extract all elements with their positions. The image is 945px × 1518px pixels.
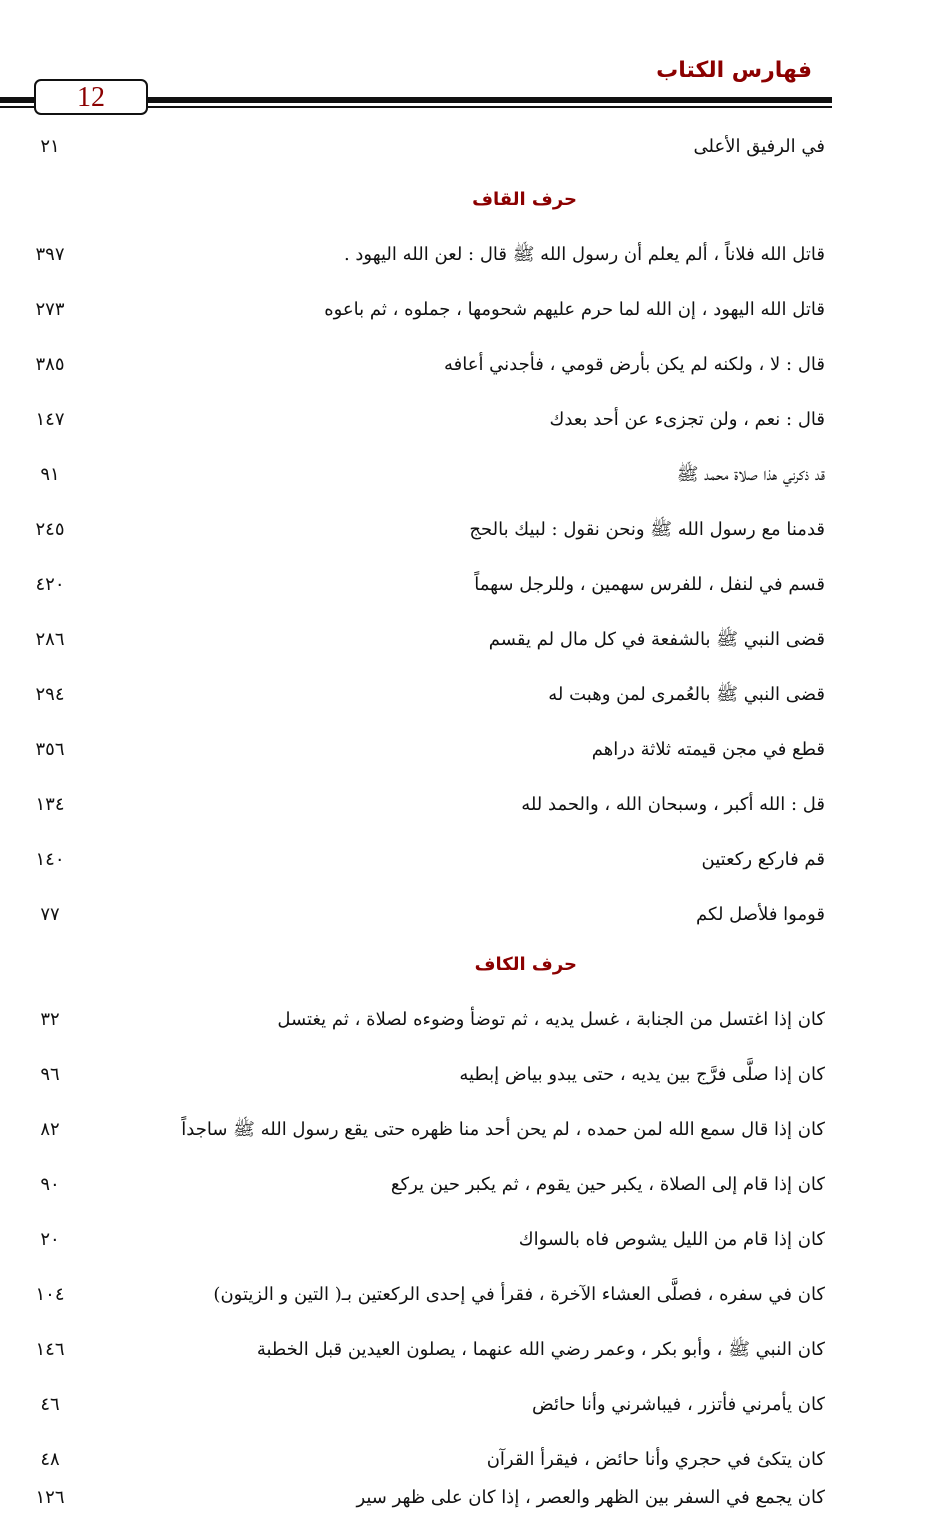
entry-page-number: ٩١	[40, 464, 60, 485]
index-entry	[0, 1055, 945, 1095]
entry-page-number: ١٤٦	[35, 1339, 65, 1360]
index-entry	[0, 1165, 945, 1205]
index-entry	[0, 400, 945, 440]
index-entry	[0, 1220, 945, 1260]
entry-text: كان يجمع في السفر بين الظهر والعصر ، إذا كان على ظهر سير	[356, 1487, 825, 1508]
index-entry	[0, 235, 945, 275]
section-heading-text: حرف الكاف	[474, 954, 577, 975]
page-number: 12	[34, 79, 148, 115]
index-entry	[0, 1478, 945, 1518]
entry-text: كان النبي ﷺ ، وأبو بكر ، وعمر رضي الله عنهما ، يصلون العيدين قبل الخطبة	[256, 1339, 825, 1360]
entry-text: كان إذا قام من الليل يشوص فاه بالسواك	[518, 1229, 825, 1250]
entry-text: قطع في مجن قيمته ثلاثة دراهم	[591, 739, 825, 760]
entry-text: كان في سفره ، فصلَّى العشاء الآخرة ، فقرأ في إحدى الركعتين بـ( التين و الزيتون)	[213, 1284, 825, 1305]
index-entry	[0, 127, 945, 167]
entry-page-number: ٨٢	[40, 1119, 60, 1140]
entry-page-number: ٤٦	[40, 1394, 60, 1415]
entry-page-number: ٣٥٦	[35, 739, 65, 760]
entry-page-number: ١٤٠	[35, 849, 65, 870]
index-entry	[0, 345, 945, 385]
entry-text: كان يأمرني فأتزر ، فيباشرني وأنا حائض	[531, 1394, 825, 1415]
entry-text: قوموا فلأصل لكم	[696, 904, 825, 925]
entry-page-number: ١٣٤	[35, 794, 65, 815]
entry-text: قال : نعم ، ولن تجزىء عن أحد بعدك	[549, 409, 825, 430]
entry-page-number: ٧٧	[40, 904, 60, 925]
index-entry	[0, 785, 945, 825]
entry-page-number: ٣٨٥	[35, 354, 65, 375]
page-header-title: فهارس الكتاب	[656, 58, 812, 83]
index-entry	[0, 1440, 945, 1480]
index-entry	[0, 620, 945, 660]
index-entry	[0, 675, 945, 715]
entry-page-number: ٩٦	[40, 1064, 60, 1085]
entry-page-number: ٢٠	[40, 1229, 60, 1250]
entry-text: قاتل الله فلاناً ، ألم يعلم أن رسول الله ﷺ قال : لعن الله اليهود .	[343, 244, 825, 265]
entry-text: كان إذا صلَّى فرَّج بين يديه ، حتى يبدو بياض إبطيه	[459, 1064, 825, 1085]
index-entry	[0, 1000, 945, 1040]
index-entry	[0, 455, 945, 495]
index-entry	[0, 290, 945, 330]
entry-page-number: ٢٧٣	[35, 299, 65, 320]
entry-text: قل : الله أكبر ، وسبحان الله ، والحمد لله	[521, 794, 825, 815]
entry-page-number: ١٤٧	[35, 409, 65, 430]
entry-text: قسم في لنفل ، للفرس سهمين ، وللرجل سهماً	[474, 574, 825, 595]
entry-page-number: ٢٩٤	[35, 684, 65, 705]
index-entry	[0, 1330, 945, 1370]
entry-text: قم فاركع ركعتين	[701, 849, 825, 870]
entry-page-number: ٣٩٧	[35, 244, 65, 265]
index-entry	[0, 895, 945, 935]
index-entry	[0, 1385, 945, 1425]
entry-text: قدمنا مع رسول الله ﷺ ونحن نقول : لبيك بالحج	[469, 519, 825, 540]
index-entry	[0, 510, 945, 550]
entry-text: قضى النبي ﷺ بالعُمرى لمن وهبت له	[548, 684, 825, 705]
entry-text: كان إذا قام إلى الصلاة ، يكبر حين يقوم ، ثم يكبر حين يركع	[390, 1174, 825, 1195]
entry-text: كان إذا اغتسل من الجنابة ، غسل يديه ، ثم توضأ وضوءه لصلاة ، ثم يغتسل	[277, 1009, 825, 1030]
entry-page-number: ٢١	[40, 136, 60, 157]
entry-page-number: ٣٢	[40, 1009, 60, 1030]
entry-page-number: ٩٠	[40, 1174, 60, 1195]
entry-page-number: ١٢٦	[35, 1487, 65, 1508]
entry-text: كان يتكئ في حجري وأنا حائض ، فيقرأ القرآن	[486, 1449, 825, 1470]
entry-text: قضى النبي ﷺ بالشفعة في كل مال لم يقسم	[488, 629, 825, 650]
entry-page-number: ٢٤٥	[35, 519, 65, 540]
entry-text: قال : لا ، ولكنه لم يكن بأرض قومي ، فأجدني أعافه	[443, 354, 825, 375]
entry-text: قد ذكرني هذا صلاة محمد ﷺ	[676, 464, 825, 485]
entry-text: في الرفيق الأعلى	[693, 136, 825, 157]
entry-page-number: ٤٨	[40, 1449, 60, 1470]
section-heading-qaf	[0, 180, 945, 220]
entry-page-number: ٤٢٠	[35, 574, 65, 595]
index-entry	[0, 565, 945, 605]
index-entry	[0, 1110, 945, 1150]
entry-page-number: ١٠٤	[35, 1284, 65, 1305]
entry-text: قاتل الله اليهود ، إن الله لما حرم عليهم شحومها ، جملوه ، ثم باعوه	[324, 299, 825, 320]
section-heading-kaf	[0, 945, 945, 985]
index-entry	[0, 1275, 945, 1315]
index-entry	[0, 840, 945, 880]
index-entry	[0, 730, 945, 770]
section-heading-text: حرف القاف	[472, 189, 577, 210]
entry-text: كان إذا قال سمع الله لمن حمده ، لم يحن أحد منا ظهره حتى يقع رسول الله ﷺ ساجداً	[181, 1119, 825, 1140]
entry-page-number: ٢٨٦	[35, 629, 65, 650]
